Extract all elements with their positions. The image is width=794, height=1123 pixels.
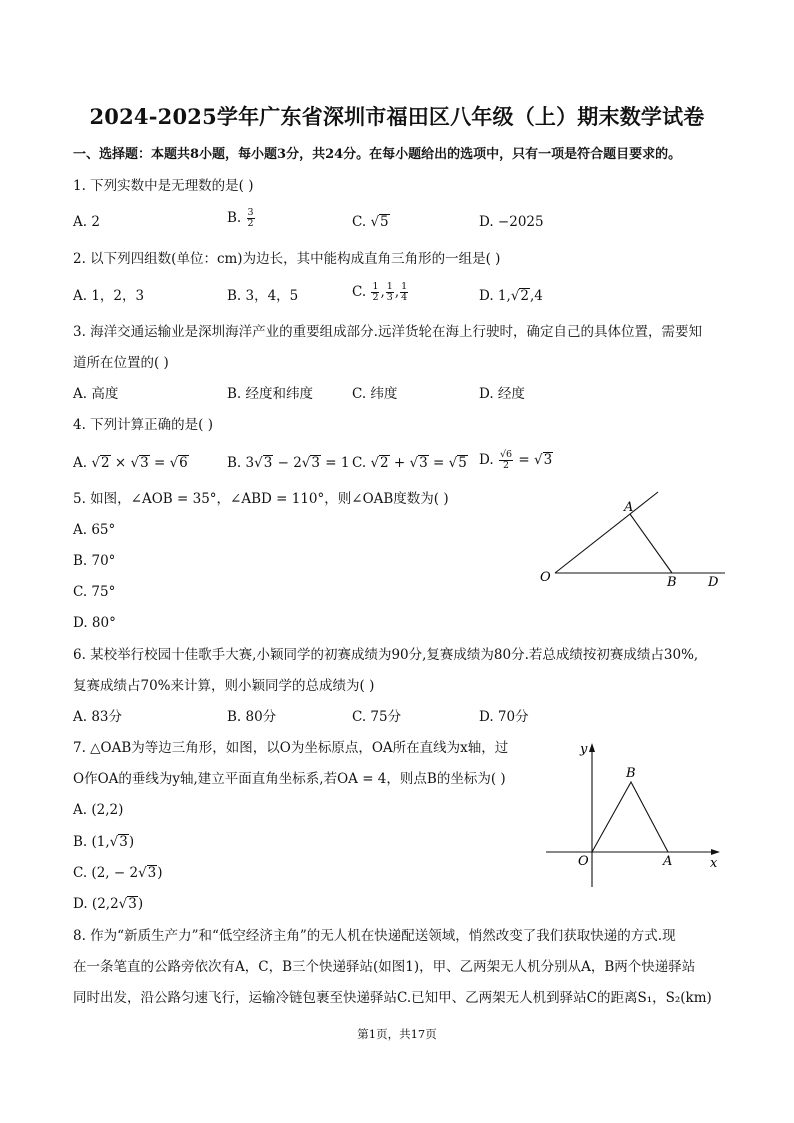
q5-figure — [530, 485, 730, 595]
section-heading: 一、选择题：本题共8小题，每小题3分，共24分。在每小题给出的选项中，只有一项是符合题目要求的。 — [73, 147, 682, 162]
label-b: B — [667, 575, 677, 590]
question-8-line1: 8. 作为“新质生产力”和“低空经济主角”的无人机在快递配送领域，悄然改变了我们获取快递的方式.现 — [73, 928, 676, 944]
q7-option-d: D. (2,2√3) — [73, 896, 144, 912]
question-7-line1: 7. △OAB为等边三角形，如图，以O为坐标原点，OA所在直线为x轴，过 — [73, 740, 509, 756]
question-3-line1: 3. 海洋交通运输业是深圳海洋产业的重要组成部分.远洋货轮在海上行驶时，确定自己的具体位置，需要知 — [73, 324, 702, 340]
question-2-stem: 2. 以下列四组数(单位：cm)为边长，其中能构成直角三角形的一组是( ) — [73, 251, 501, 267]
q2-option-a: A. 1，2，3 — [73, 288, 145, 304]
q4-option-a: A. √2 × √3 = √6 — [73, 455, 188, 471]
q4-option-d: D. $\frac{√6}{2}$ = √3 — [479, 449, 553, 471]
question-8-line2: 在一条笔直的公路旁依次有A，C，B三个快递驿站(如图1)，甲、乙两架无人机分别从A，B两个快递驿站 — [73, 959, 696, 975]
q2-option-d: D. 1,√2,4 — [479, 288, 543, 304]
question-6-line2: 复赛成绩占70%来计算，则小颖同学的总成绩为( ) — [73, 678, 375, 694]
q6-option-c: C. 75分 — [352, 709, 402, 725]
label-a: A — [624, 500, 634, 515]
question-4-stem: 4. 下列计算正确的是( ) — [73, 417, 213, 433]
q1-option-a: A. 2 — [73, 214, 100, 230]
q6-option-a: A. 83分 — [73, 709, 123, 725]
q5-option-d: D. 80° — [73, 615, 116, 631]
x-axis-arrow — [711, 849, 720, 855]
q4-option-c: C. √2 + √3 = √5 — [352, 455, 467, 471]
question-3-line2: 道所在位置的( ) — [73, 355, 169, 371]
segment-ab — [630, 514, 672, 573]
fraction: $\frac{3}{2}$ — [247, 207, 254, 229]
label-x: x — [710, 856, 718, 871]
q6-option-b: B. 80分 — [227, 709, 277, 725]
q5-option-c: C. 75° — [73, 584, 116, 600]
triangle-oab — [592, 782, 668, 852]
q3-option-b: B. 经度和纬度 — [227, 386, 314, 402]
question-6-line1: 6. 某校举行校园十佳歌手大赛,小颖同学的初赛成绩为90分,复赛成绩为80分.若总成绩按初赛成绩占30%, — [73, 647, 699, 663]
label-o: O — [540, 570, 551, 585]
q4-option-b: B. 3√3 − 2√3 = 1 — [227, 455, 350, 471]
q7-figure — [540, 735, 730, 895]
q7-option-a: A. (2,2) — [73, 802, 124, 818]
q5-option-a: A. 65° — [73, 522, 116, 538]
q3-option-d: D. 经度 — [479, 386, 525, 402]
q2-option-b: B. 3，4，5 — [227, 288, 299, 304]
question-5-stem: 5. 如图，∠AOB = 35°，∠ABD = 110°，则∠OAB度数为( ) — [73, 491, 449, 507]
question-7-line2: O作OA的垂线为y轴,建立平面直角坐标系,若OA = 4，则点B的坐标为( ) — [73, 771, 506, 787]
q1-option-d: D. −2025 — [479, 214, 544, 230]
q6-option-d: D. 70分 — [479, 709, 529, 725]
q1-option-b: B. $\frac{3}{2}$ — [227, 207, 254, 229]
q7-option-c: C. (2, − 2√3) — [73, 865, 163, 881]
question-1-stem: 1. 下列实数中是无理数的是( ) — [73, 178, 254, 194]
q5-option-b: B. 70° — [73, 553, 116, 569]
page-title: 2024-2025学年广东省深圳市福田区八年级（上）期末数学试卷 — [89, 104, 705, 129]
q1-option-c: C. √5 — [352, 214, 389, 230]
label-o: O — [578, 854, 589, 869]
label-d: D — [708, 575, 719, 590]
label-y: y — [580, 742, 588, 757]
label-a: A — [663, 854, 673, 869]
q7-option-b: B. (1,√3) — [73, 834, 135, 850]
question-8-line3: 同时出发，沿公路匀速飞行，运输冷链包裹至快递驿站C.已知甲、乙两架无人机到驿站C的距离S₁，S₂(km) — [73, 990, 712, 1006]
q3-option-c: C. 纬度 — [352, 386, 398, 402]
label-b: B — [626, 766, 636, 781]
y-axis-arrow — [589, 743, 595, 752]
page-footer: 第1页，共17页 — [357, 1027, 437, 1041]
q2-option-c: C. $\frac{1}{2}$ , $\frac{1}{3}$ , $\frac{1}{4}$ — [352, 281, 408, 303]
q3-option-a: A. 高度 — [73, 386, 119, 402]
